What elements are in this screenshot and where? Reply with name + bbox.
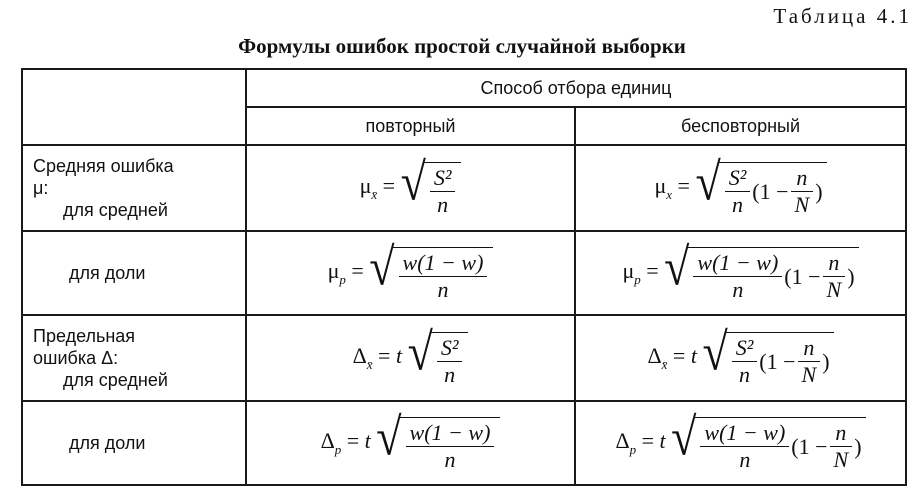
formula-delta-share-repeat: $\Delta_p = t$ √ $\frac{w(1 - w)}{n}$ (246, 401, 575, 485)
table-title: Формулы ошибок простой случайной выборки (238, 34, 686, 58)
formula-mu-share-repeat: $\mu_p$ = √ $\frac{w(1 - w)}{n}$ (246, 231, 575, 315)
row-sublabel: для средней (63, 370, 168, 390)
row-label-limit-error (22, 315, 246, 401)
header-repeat: повторный (246, 107, 575, 145)
formula-delta-mean-repeat: $\Delta_{x̄} = t$ √ $\frac{\text{S²}}{n}$ (246, 315, 575, 401)
formula-mu-mean-norepeat: $\mu_x$ = √ $\frac{\text{S²}}{n}$ (1 − $\frac{n}{N}$ ) (575, 145, 906, 231)
formula-mu-mean-repeat: $\mu_{x̄}$ = √ $\frac{\text{S²}}{n}$ (246, 145, 575, 231)
corner-cell (22, 69, 246, 145)
row-label-line: μ: (33, 178, 49, 198)
row-label-share (22, 401, 246, 485)
formula-table (21, 68, 907, 486)
row-sublabel: для доли (69, 433, 146, 453)
row-label-line: Средняя ошибка (33, 156, 174, 176)
row-sublabel: для доли (69, 263, 146, 283)
formula-delta-mean-norepeat: $\Delta_{x̄} = t$ √ $\frac{\text{S²}}{n}$ (1 − $\frac{n}{N}$ ) (575, 315, 906, 401)
header-group: Способ отбора единиц (246, 69, 906, 107)
row-label-share (22, 231, 246, 315)
row-label-mean-error (22, 145, 246, 231)
row-label-line: Предельная (33, 326, 136, 346)
row-sublabel: для средней (63, 200, 168, 220)
row-label-line: ошибка Δ: (33, 348, 119, 368)
table-number: Таблица 4.1 (773, 4, 912, 28)
formula-mu-share-norepeat: $\mu_p$ = √ $\frac{w(1 - w)}{n}$ (1 − $\frac{n}{N}$ ) (575, 231, 906, 315)
formula-delta-share-norepeat: $\Delta_p = t$ √ $\frac{w(1 - w)}{n}$ (1 − $\frac{n}{N}$ ) (575, 401, 906, 485)
header-norepeat: бесповторный (575, 107, 906, 145)
